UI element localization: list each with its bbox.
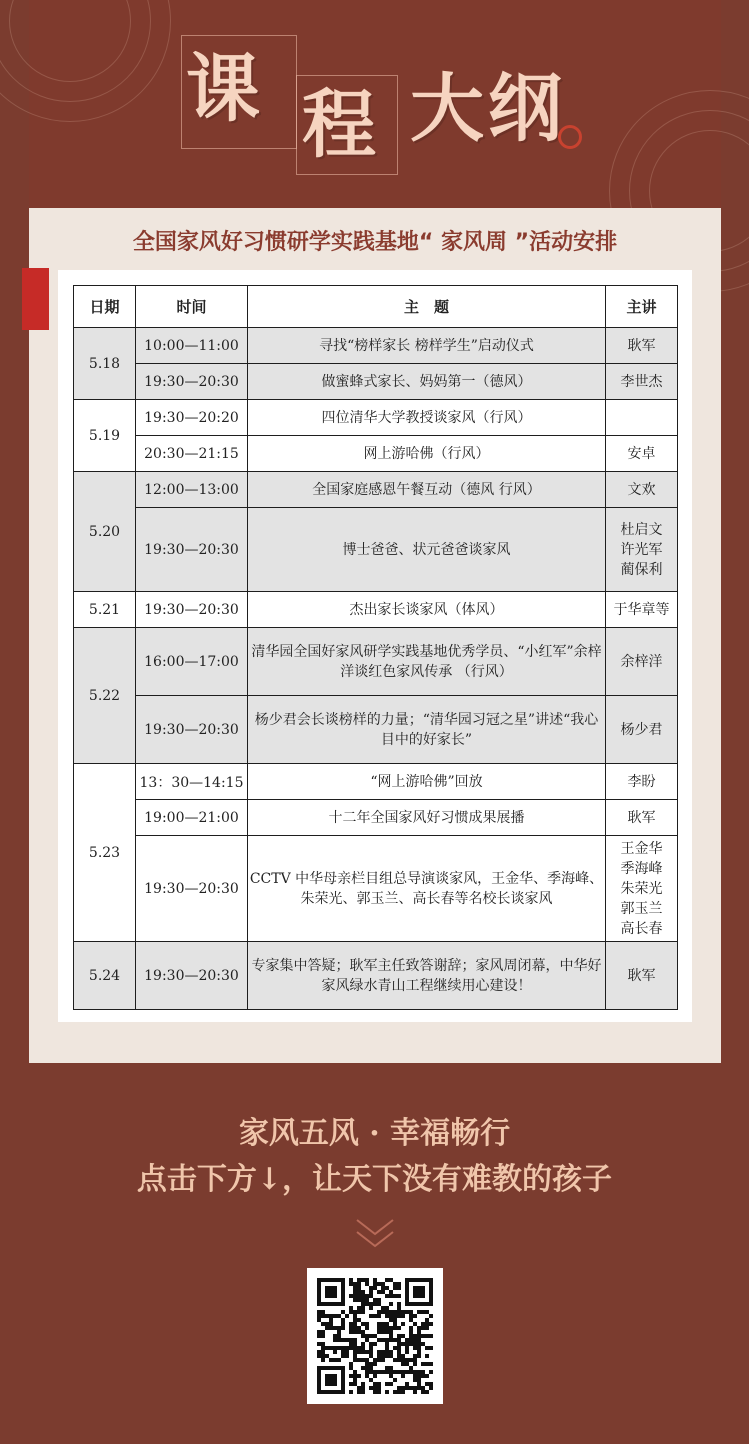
speaker-cell: 文欢	[606, 472, 678, 508]
speaker-cell: 杨少君	[606, 696, 678, 764]
footer-call-to-action: 点击下方↓，让天下没有难教的孩子	[136, 1162, 613, 1197]
date-cell: 5.18	[74, 328, 136, 400]
topic-cell: 专家集中答疑；耿军主任致答谢辞；家风周闭幕，中华好家风绿水青山工程继续用心建设！	[248, 942, 606, 1010]
time-cell: 19:30—20:30	[136, 696, 248, 764]
header-date: 日期	[74, 286, 136, 328]
time-cell: 12:00—13:00	[136, 472, 248, 508]
red-accent-tab	[22, 268, 49, 330]
date-cell: 5.19	[74, 400, 136, 472]
title-char-1: 课	[186, 46, 260, 132]
speaker-cell: 耿军	[606, 328, 678, 364]
topic-cell: CCTV 中华母亲栏目组总导演谈家风，王金华、季海峰、朱荣光、郭玉兰、高长春等名校长谈家风	[248, 836, 606, 942]
table-row	[74, 364, 678, 400]
speaker-cell: 耿军	[606, 942, 678, 1010]
topic-cell: “网上游哈佛”回放	[248, 764, 606, 800]
table-row	[74, 436, 678, 472]
header-topic: 主 题	[248, 286, 606, 328]
title-char-2: 程	[302, 82, 376, 168]
date-cell: 5.20	[74, 472, 136, 592]
time-cell: 19:00—21:00	[136, 800, 248, 836]
date-cell: 5.24	[74, 942, 136, 1010]
date-cell: 5.21	[74, 592, 136, 628]
time-cell: 16:00—17:00	[136, 628, 248, 696]
speaker-cell	[606, 400, 678, 436]
topic-cell: 四位清华大学教授谈家风（行风）	[248, 400, 606, 436]
table-header-row	[74, 286, 678, 328]
schedule-subtitle: 全国家风好习惯研学实践基地“ 家风周 ”活动安排	[132, 230, 618, 255]
qr-code-pattern	[307, 1268, 443, 1404]
footer-slogan: 家风五风 · 幸福畅行	[238, 1116, 511, 1151]
speaker-cell: 于华章等	[606, 592, 678, 628]
table-row	[74, 592, 678, 628]
time-cell: 19:30—20:30	[136, 364, 248, 400]
speaker-cell: 王金华 季海峰 朱荣光 郭玉兰 高长春	[606, 836, 678, 942]
table-row	[74, 800, 678, 836]
seal-mark	[558, 125, 582, 149]
topic-cell: 网上游哈佛（行风）	[248, 436, 606, 472]
header-time: 时间	[136, 286, 248, 328]
time-cell: 19:30—20:30	[136, 508, 248, 592]
table-row	[74, 836, 678, 942]
speaker-cell: 李盼	[606, 764, 678, 800]
table-row	[74, 942, 678, 1010]
speaker-cell: 余梓洋	[606, 628, 678, 696]
date-cell: 5.22	[74, 628, 136, 764]
table-row	[74, 328, 678, 364]
time-cell: 19:30—20:20	[136, 400, 248, 436]
title-char-4: 纲	[488, 66, 562, 152]
time-cell: 10:00—11:00	[136, 328, 248, 364]
topic-cell: 做蜜蜂式家长、妈妈第一（德风）	[248, 364, 606, 400]
table-row	[74, 508, 678, 592]
time-cell: 20:30—21:15	[136, 436, 248, 472]
time-cell: 19:30—20:30	[136, 942, 248, 1010]
table-row	[74, 628, 678, 696]
speaker-cell: 李世杰	[606, 364, 678, 400]
topic-cell: 杨少君会长谈榜样的力量；“清华园习冠之星”讲述“我心目中的好家长”	[248, 696, 606, 764]
schedule-table	[73, 285, 678, 1010]
table-row	[74, 400, 678, 436]
speaker-cell: 安卓	[606, 436, 678, 472]
date-cell: 5.23	[74, 764, 136, 942]
double-chevron-down-icon	[355, 1216, 395, 1252]
topic-cell: 清华园全国好家风研学实践基地优秀学员、“小红军”余梓洋谈红色家风传承 （行风）	[248, 628, 606, 696]
time-cell: 19:30—20:30	[136, 592, 248, 628]
header-speaker: 主讲	[606, 286, 678, 328]
qr-code[interactable]	[307, 1268, 443, 1404]
topic-cell: 十二年全国家风好习惯成果展播	[248, 800, 606, 836]
time-cell: 19:30—20:30	[136, 836, 248, 942]
time-cell: 13：30—14:15	[136, 764, 248, 800]
topic-cell: 杰出家长谈家风（体风）	[248, 592, 606, 628]
table-row	[74, 764, 678, 800]
topic-cell: 全国家庭感恩午餐互动（德风 行风）	[248, 472, 606, 508]
speaker-cell: 耿军	[606, 800, 678, 836]
table-row	[74, 472, 678, 508]
table-row	[74, 696, 678, 764]
topic-cell: 博士爸爸、状元爸爸谈家风	[248, 508, 606, 592]
title-char-3: 大	[410, 66, 484, 152]
topic-cell: 寻找“榜样家长 榜样学生”启动仪式	[248, 328, 606, 364]
speaker-cell: 杜启文 许光军 蔺保利	[606, 508, 678, 592]
